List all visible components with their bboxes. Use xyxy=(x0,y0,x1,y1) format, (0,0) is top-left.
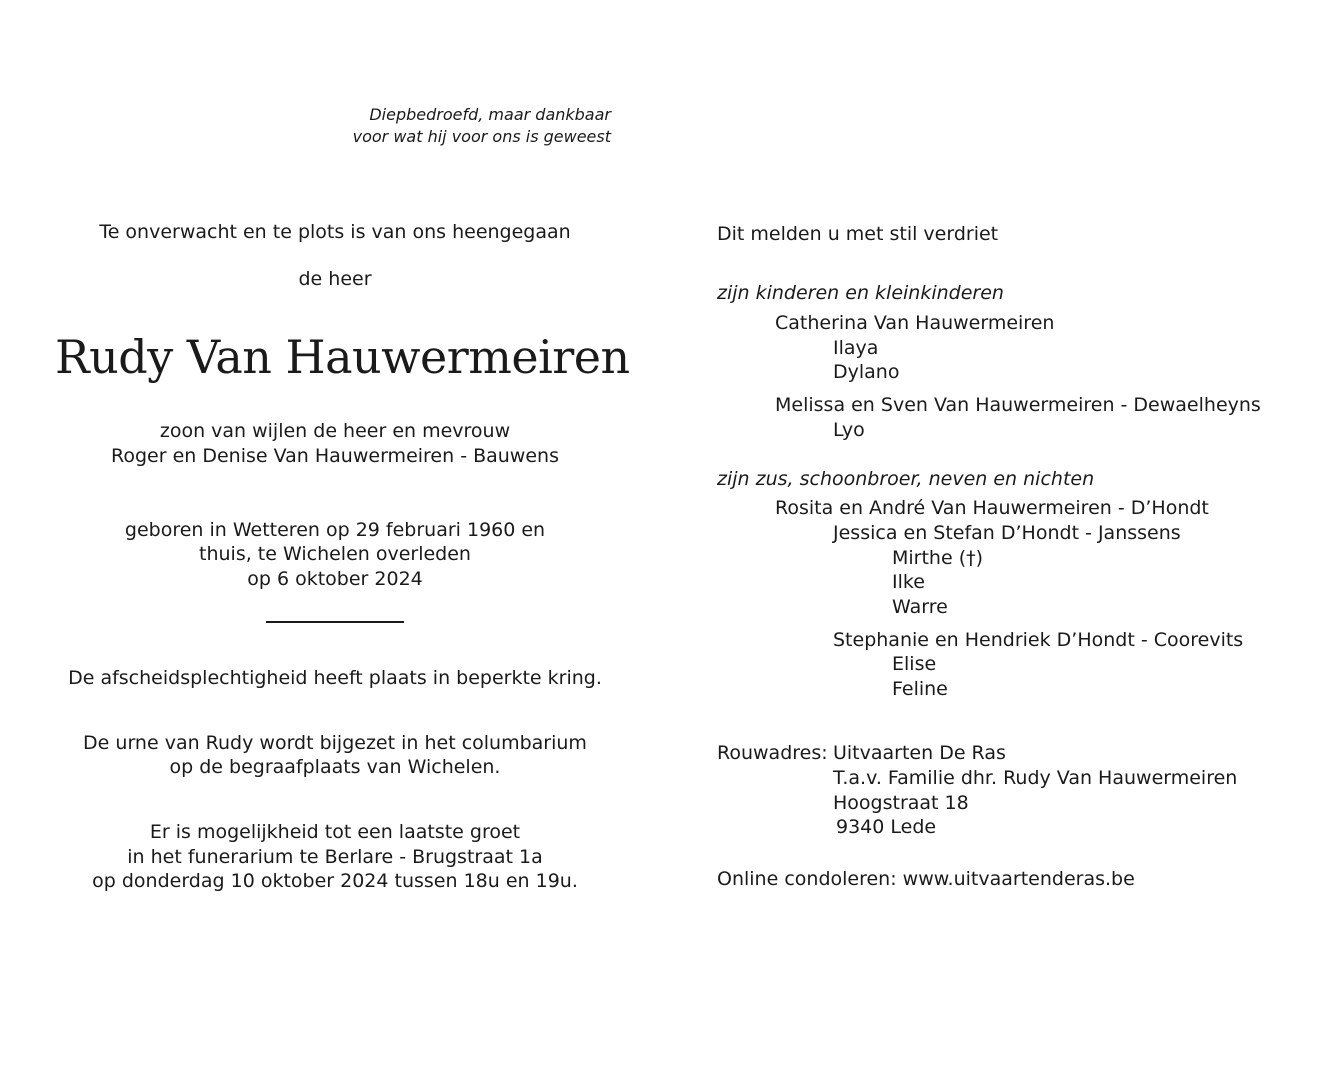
visit-line-2: in het funerarium te Berlare - Brugstraat 1a xyxy=(127,846,543,868)
quote-line-1: Diepbedroefd, maar dankbaar xyxy=(369,105,611,124)
parents-line-1: zoon van wijlen de heer en mevrouw xyxy=(159,420,511,442)
deceased-name: Rudy Van Hauwermeiren xyxy=(55,330,630,384)
divider-line xyxy=(266,621,404,623)
family-intro: Dit melden u met stil verdriet xyxy=(717,223,999,245)
visit-line-1: Er is mogelijkheid tot een laatste groet xyxy=(149,821,521,843)
address-line-4: 9340 Lede xyxy=(836,816,937,838)
sibling-1: Rosita en André Van Hauwermeiren - D’Hondt xyxy=(775,497,1209,519)
opening-quote xyxy=(300,104,611,148)
grandchild-3: Lyo xyxy=(833,419,865,441)
siblings-heading: zijn zus, schoonbroer, neven en nichten xyxy=(717,468,1095,490)
niece-1-child-3: Warre xyxy=(892,596,948,618)
life-line-2: thuis, te Wichelen overleden xyxy=(199,543,471,565)
child-2: Melissa en Sven Van Hauwermeiren - Dewaelheyns xyxy=(775,394,1261,416)
farewell-text: De afscheidsplechtigheid heeft plaats in beperkte kring. xyxy=(68,667,602,689)
quote-line-2: voor wat hij voor ons is geweest xyxy=(352,127,611,146)
online-condolence xyxy=(717,867,1135,891)
niece-1-child-2: Ilke xyxy=(892,571,925,593)
online-url[interactable]: www.uitvaartenderas.be xyxy=(902,868,1135,890)
niece-2-child-1: Elise xyxy=(892,653,937,675)
child-1: Catherina Van Hauwermeiren xyxy=(775,312,1055,334)
address-line-3: Hoogstraat 18 xyxy=(833,792,969,814)
niece-1-child-1: Mirthe (†) xyxy=(892,547,984,569)
announcement-intro: Te onverwacht en te plots is van ons heengegaan xyxy=(99,221,571,243)
niece-2: Stephanie en Hendriek D’Hondt - Coorevits xyxy=(833,629,1244,651)
parents-line-2: Roger en Denise Van Hauwermeiren - Bauwens xyxy=(111,445,559,467)
niece-2-child-2: Feline xyxy=(892,678,948,700)
grandchild-1: Ilaya xyxy=(833,337,879,359)
grandchild-2: Dylano xyxy=(833,361,900,383)
life-line-1: geboren in Wetteren op 29 februari 1960 en xyxy=(124,519,546,541)
address-line-2: T.a.v. Familie dhr. Rudy Van Hauwermeiren xyxy=(833,767,1238,789)
visit-line-3: op donderdag 10 oktober 2024 tussen 18u en 19u. xyxy=(92,870,578,892)
address-line-1: Uitvaarten De Ras xyxy=(833,742,1006,764)
children-heading: zijn kinderen en kleinkinderen xyxy=(717,282,1004,304)
niece-1: Jessica en Stefan D’Hondt - Janssens xyxy=(833,522,1181,544)
online-label: Online condoleren: xyxy=(717,868,897,890)
life-line-3: op 6 oktober 2024 xyxy=(247,568,423,590)
announcement-title: de heer xyxy=(298,268,372,290)
urn-line-2: op de begraafplaats van Wichelen. xyxy=(169,756,501,778)
urn-line-1: De urne van Rudy wordt bijgezet in het columbarium xyxy=(83,732,587,754)
address-label: Rouwadres: xyxy=(717,742,828,764)
